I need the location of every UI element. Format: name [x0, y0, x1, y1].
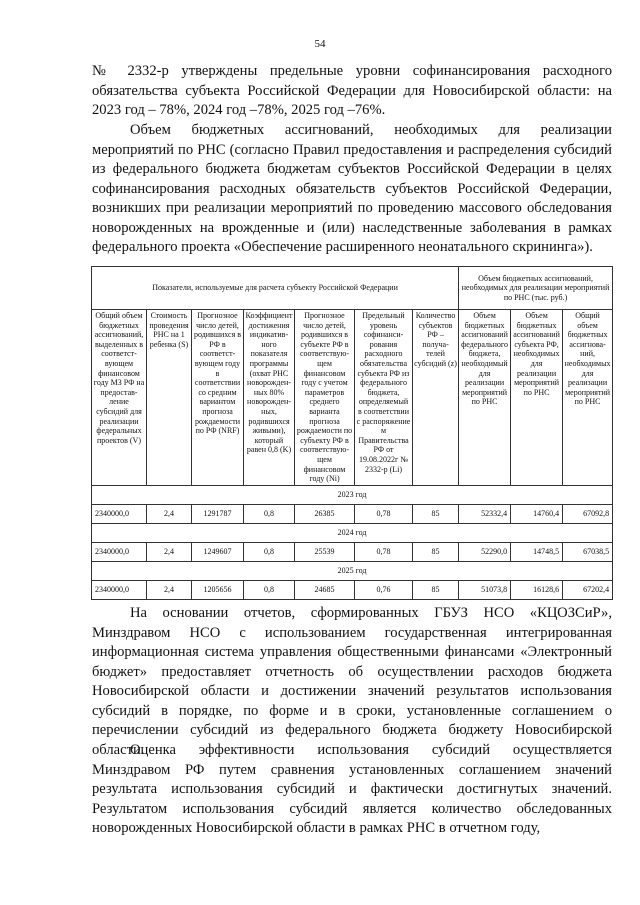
year-label: 2025 год: [92, 561, 613, 580]
year-row-2024: [92, 523, 613, 542]
table-cell: 2340000,0: [92, 542, 147, 561]
table-cell: 52290,0: [459, 542, 511, 561]
column-header: Общий объем бюджетных ассигнова-ний, необходимых для реализации мероприятий по РНС: [563, 310, 613, 486]
table-cell: 26385: [295, 504, 355, 523]
table-cell: 1205656: [192, 580, 244, 599]
table-cell: 85: [413, 580, 459, 599]
table-cell: 16128,6: [511, 580, 563, 599]
table-cell: 1291787: [192, 504, 244, 523]
table-cell: 67092,8: [563, 504, 613, 523]
table-cell: 0,78: [355, 504, 413, 523]
year-row-2025: [92, 561, 613, 580]
table-cell: 0,78: [355, 542, 413, 561]
year-label: 2024 год: [92, 523, 613, 542]
table-cell: 2,4: [147, 504, 192, 523]
paragraph-reporting: На основании отчетов, сформированных ГБУЗ НСО «КЦОЗСиР», Минздравом НСО с использованием государственная интегрированная информационная система управления общественными финансами «Электронный бюджет» предоставляет отчетность об осуществлении расходов бюджета Новосибирской области и достижении значений результатов использования субсидий в порядке, по форме и в сроки, установленные соглашением о перечислении субсидий из федерального бюджета бюджету Новосибирской области.: [92, 605, 612, 758]
group-header-indicators: Показатели, используемые для расчета субъекту Российской Федерации: [92, 267, 459, 310]
table-cell: 0,8: [244, 542, 295, 561]
table-cell: 51073,8: [459, 580, 511, 599]
table-cell: 0,8: [244, 580, 295, 599]
column-header: Объем бюджетных ассигнований федерального бюджета, необходимый для реализации мероприятий по РНС: [459, 310, 511, 486]
table-cell: 2340000,0: [92, 580, 147, 599]
table-cell: 85: [413, 542, 459, 561]
table-cell: 24685: [295, 580, 355, 599]
table-cell: 85: [413, 504, 459, 523]
year-label: 2023 год: [92, 485, 613, 504]
table-cell: 25539: [295, 542, 355, 561]
table-row: [92, 580, 613, 599]
table-cell: 67202,4: [563, 580, 613, 599]
table-cell: 2,4: [147, 542, 192, 561]
table-group-header-row: [92, 267, 613, 310]
column-header: Количество субъектов РФ – получа-телей субсидий (z): [413, 310, 459, 486]
table-cell: 1249607: [192, 542, 244, 561]
column-header: Коэффициент достижения индикатив-ного показателя программы (охват РНС новорожден-ных 80% новорожден-ных, родившихся живыми), который равен 0,8 (K): [244, 310, 295, 486]
column-header: Общий объем бюджетных ассигнований, выделенных в соответст-вующем финансовом году МЗ РФ на предостав-ление субсидий для реализации федеральных проектов (V): [92, 310, 147, 486]
paragraph-evaluation: Оценка эффективности использования субсидий осуществляется Минздравом РФ путем сравнения установленных соглашением значений результата использования субсидий и фактически достигнутых значений. Результатом использования субсидий является количество обследованных новорожденных Новосибирской области в рамках РНС в отчетном году,: [92, 742, 612, 836]
page-number: 54: [314, 38, 326, 50]
column-header: Прогнозное число детей, родившихся в РФ в соответст-вующем году в соответствии со средним вариантом прогноза рождаемости по РФ (NRF): [192, 310, 244, 486]
table-cell: 67038,5: [563, 542, 613, 561]
table-cell: 2,4: [147, 580, 192, 599]
paragraph-intro: № 2332-р утверждены предельные уровни софинансирования расходного обязательства субъекта Российской Федерации для Новосибирской области: на 2023 год – 78%, 2024 год –78%, 2025 год –76%.: [92, 63, 612, 118]
column-header: Стоимость проведения РНС на 1 ребенка (S): [147, 310, 192, 486]
table-cell: 0,76: [355, 580, 413, 599]
group-header-budget: Объем бюджетных ассигнований, необходимых для реализации мероприятий по РНС (тыс. руб.): [459, 267, 613, 310]
table-cell: 14760,4: [511, 504, 563, 523]
column-header: Прогнозное число детей, родившихся в субъекте РФ в соответствую-щем финансовом году с учетом параметров среднего варианта прогноза рождаемости по субъекту РФ в соответствую-щем финансовом году (Ni): [295, 310, 355, 486]
table-row: [92, 542, 613, 561]
paragraph-budget-volume: Объем бюджетных ассигнований, необходимых для реализации мероприятий по РНС (согласно Правил предоставления и распределения субсидий из федерального бюджета бюджетам субъектов Российской Федерации в целях софинансирования расходных обязательств субъектов Российской Федерации, возникших при реализации мероприятий по проведению массового обследования новорожденных на врожденные и (или) наследственные заболевания в рамках федерального проекта «Обеспечение расширенного неонатального скрининга»).: [92, 122, 612, 255]
table-column-header-row: [92, 310, 613, 486]
year-row-2023: [92, 485, 613, 504]
table-cell: 14748,5: [511, 542, 563, 561]
column-header: Предельный уровень софинанси-рования расходного обязательства субъекта РФ из федерального бюджета, определяемый в соответствии с распоряжение м Правительства РФ от 19.08.2022г № 2332-р (Li): [355, 310, 413, 486]
table-cell: 0,8: [244, 504, 295, 523]
column-header: Объем бюджетных ассигнований субъекта РФ, необходимых для реализации мероприятий по РНС: [511, 310, 563, 486]
subsidy-table: [91, 266, 613, 600]
table-row: [92, 504, 613, 523]
table-cell: 52332,4: [459, 504, 511, 523]
table-cell: 2340000,0: [92, 504, 147, 523]
